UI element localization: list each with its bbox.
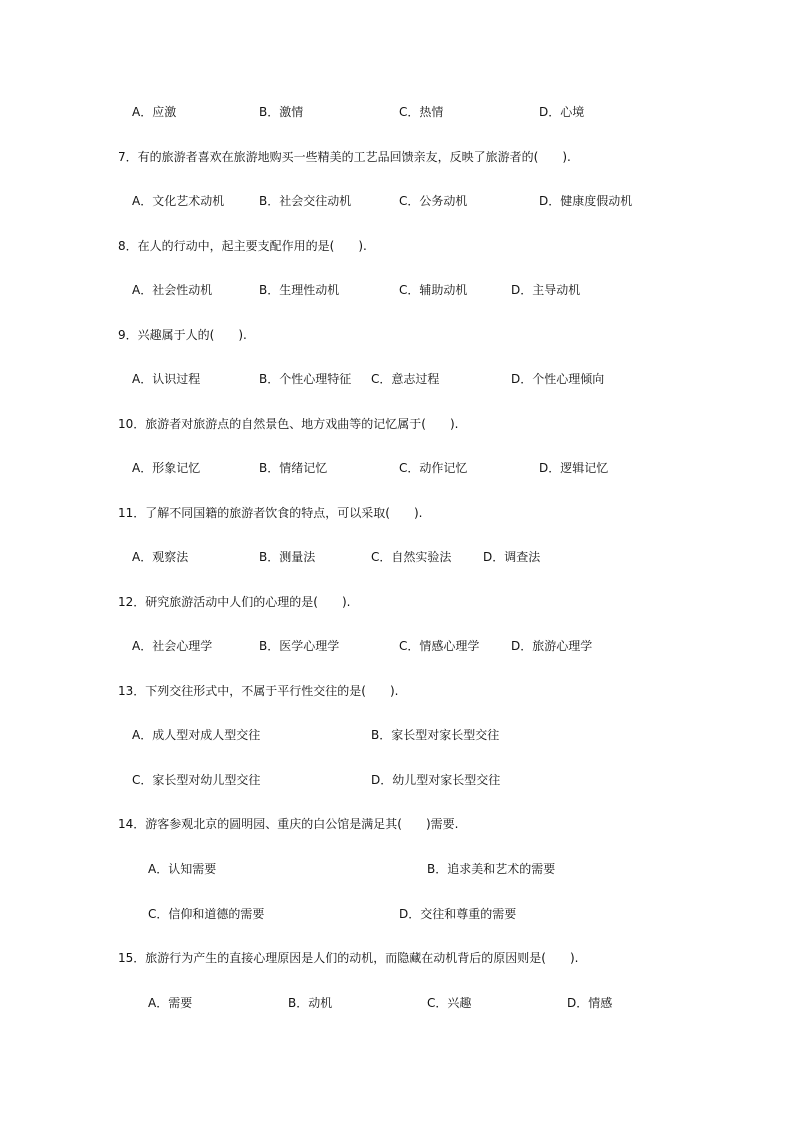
q15-option-d: D．情感 (567, 996, 613, 1010)
q13-option-b: B．家长型对家长型交往 (371, 728, 500, 742)
q11-option-a: A．观察法 (132, 550, 189, 564)
q14-option-c: C．信仰和道德的需要 (148, 907, 265, 921)
q12-option-b: B．医学心理学 (259, 639, 340, 653)
q6-option-b: B．激情 (259, 105, 304, 119)
q13-option-a: A．成人型对成人型交往 (132, 728, 261, 742)
q8-option-d: D．主导动机 (511, 283, 581, 297)
q12-stem: 12．研究旅游活动中人们的心理的是( ). (118, 595, 351, 609)
q7-stem: 7．有的旅游者喜欢在旅游地购买一些精美的工艺品回馈亲友，反映了旅游者的( ). (118, 150, 571, 164)
q12-option-c: C．情感心理学 (399, 639, 480, 653)
q6-option-c: C．热情 (399, 105, 444, 119)
q13-option-d: D．幼儿型对家长型交往 (371, 773, 501, 787)
q15-option-b: B．动机 (288, 996, 333, 1010)
q13-option-c: C．家长型对幼儿型交往 (132, 773, 261, 787)
q9-stem: 9．兴趣属于人的( ). (118, 328, 247, 342)
q12-option-d: D．旅游心理学 (511, 639, 593, 653)
q11-option-d: D．调查法 (483, 550, 541, 564)
q14-stem: 14．游客参观北京的圆明园、重庆的白公馆是满足其( )需要. (118, 817, 459, 831)
q15-option-a: A．需要 (148, 996, 193, 1010)
q10-option-b: B．情绪记忆 (259, 461, 328, 475)
q10-option-a: A．形象记忆 (132, 461, 201, 475)
q10-option-d: D．逻辑记忆 (539, 461, 609, 475)
q13-stem: 13．下列交往形式中，不属于平行性交往的是( ). (118, 684, 399, 698)
q7-option-c: C．公务动机 (399, 194, 468, 208)
q7-option-a: A．文化艺术动机 (132, 194, 225, 208)
q12-option-a: A．社会心理学 (132, 639, 213, 653)
q10-option-c: C．动作记忆 (399, 461, 468, 475)
q14-option-a: A．认知需要 (148, 862, 217, 876)
q15-option-c: C．兴趣 (427, 996, 472, 1010)
q7-option-b: B．社会交往动机 (259, 194, 352, 208)
q15-stem: 15．旅游行为产生的直接心理原因是人们的动机，而隐藏在动机背后的原因则是( ). (118, 951, 579, 965)
q8-option-b: B．生理性动机 (259, 283, 340, 297)
q9-option-c: C．意志过程 (371, 372, 440, 386)
q7-option-d: D．健康度假动机 (539, 194, 633, 208)
q8-option-c: C．辅助动机 (399, 283, 468, 297)
q14-option-d: D．交往和尊重的需要 (399, 907, 517, 921)
q11-option-b: B．测量法 (259, 550, 316, 564)
q9-option-b: B．个性心理特征 (259, 372, 352, 386)
q10-stem: 10．旅游者对旅游点的自然景色、地方戏曲等的记忆属于( ). (118, 417, 459, 431)
q6-option-a: A．应激 (132, 105, 177, 119)
q14-option-b: B．追求美和艺术的需要 (427, 862, 556, 876)
q8-stem: 8．在人的行动中，起主要支配作用的是( ). (118, 239, 367, 253)
q9-option-d: D．个性心理倾向 (511, 372, 605, 386)
q8-option-a: A．社会性动机 (132, 283, 213, 297)
q11-option-c: C．自然实验法 (371, 550, 452, 564)
q9-option-a: A．认识过程 (132, 372, 201, 386)
q6-option-d: D．心境 (539, 105, 585, 119)
q11-stem: 11．了解不同国籍的旅游者饮食的特点，可以采取( ). (118, 506, 423, 520)
